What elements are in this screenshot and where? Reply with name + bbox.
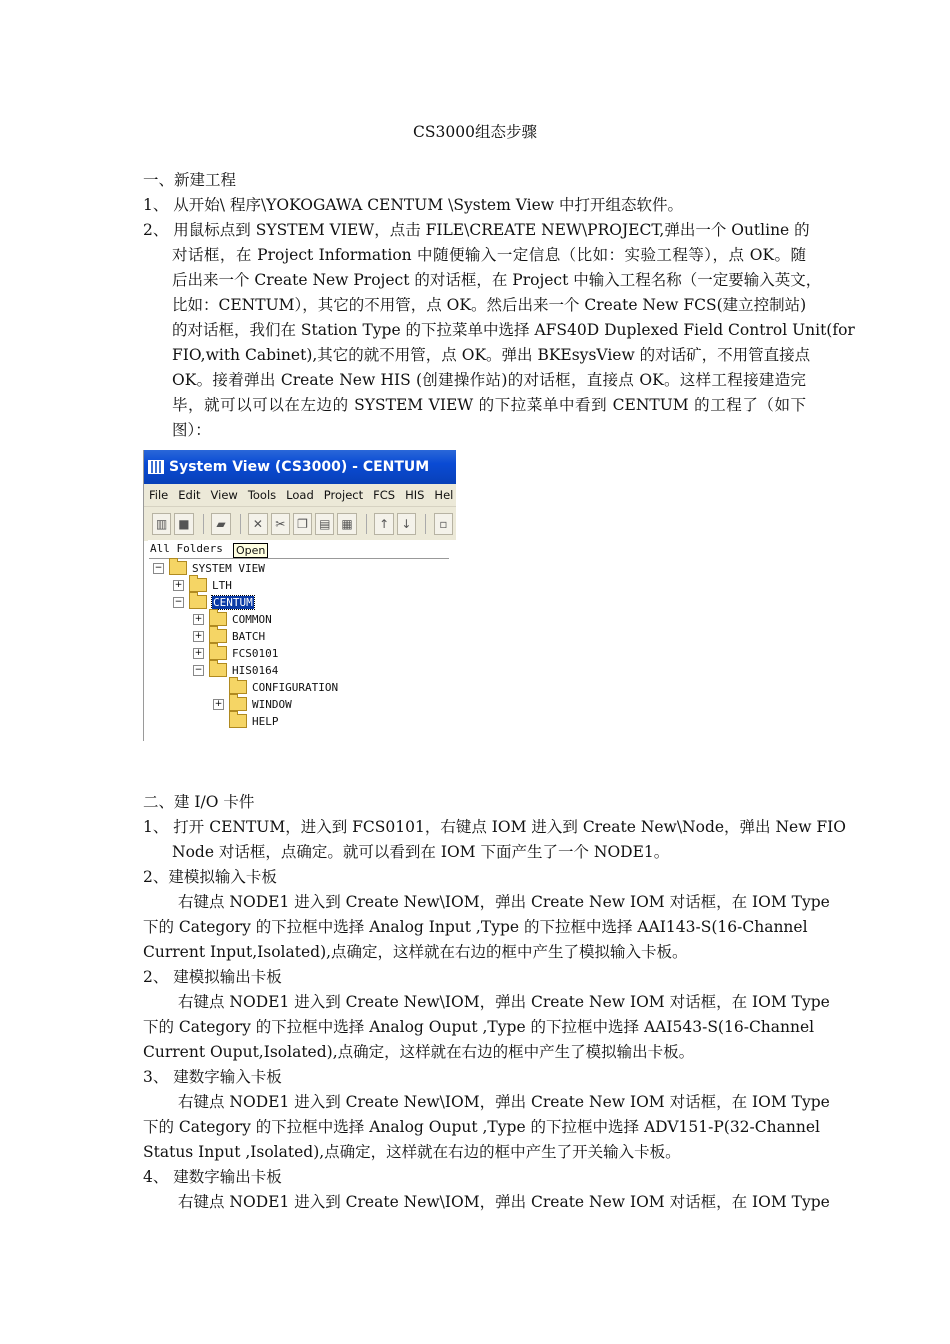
properties-icon[interactable]: ▫: [434, 513, 453, 535]
menu-help[interactable]: Hel: [434, 488, 454, 502]
collapse-icon[interactable]: −: [174, 596, 183, 607]
copy-icon[interactable]: ❐: [293, 513, 312, 535]
section2-item3-line: 下的 Category 的下拉框中选择 Analog Ouput ,Type 的下拉框中选择 AAI543-S(16-Channel: [143, 1018, 815, 1036]
section2-item3-line: Current Ouput,Isolated),点确定，这样就在右边的框中产生了模拟输出卡板。: [143, 1043, 695, 1061]
expand-icon[interactable]: +: [214, 698, 223, 709]
section2-item2-line: 下的 Category 的下拉框中选择 Analog Input ,Type 的下拉框中选择 AAI143-S(16-Channel: [143, 918, 808, 936]
section1-item2-line: 图）：: [172, 421, 211, 439]
section1-item2-line: 毕，就可以可以在左边的 SYSTEM VIEW 的下拉菜单中看到 CENTUM 的工程了（如下: [172, 396, 806, 414]
expand-icon[interactable]: +: [194, 613, 203, 624]
toolbar-button-1[interactable]: ▥: [152, 513, 171, 535]
menu-load[interactable]: Load: [286, 488, 314, 502]
section1-item2-line: 的对话框，我们在 Station Type 的下拉菜单中选择 AFS40D Duplexed Field Control Unit(for: [172, 321, 855, 339]
menu-fcs[interactable]: FCS: [373, 488, 396, 502]
app-icon: [148, 460, 164, 474]
section2-item4-line: Status Input ,Isolated),点确定，这样就在右边的框中产生了开关输入卡板。: [143, 1143, 681, 1161]
window-title: System View (CS3000) - CENTUM: [169, 459, 430, 475]
section2-item4-line: 右键点 NODE1 进入到 Create New\IOM，弹出 Create New IOM 对话框，在 IOM Type: [178, 1093, 830, 1111]
section1-item2-line: 2、 用鼠标点到 SYSTEM VIEW，点击 FILE\CREATE NEW\PROJECT,弹出一个 Outline 的: [143, 221, 810, 239]
document-title: CS3000组态步骤: [413, 123, 537, 141]
section1-item1: 1、 从开始\ 程序\YOKOGAWA CENTUM \System View 中打开组态软件。: [143, 196, 683, 214]
tree-node-fcs0101[interactable]: + FCS0101: [194, 646, 279, 660]
menu-view[interactable]: View: [210, 488, 238, 502]
section2-heading: 二、建 I/O 卡件: [143, 793, 255, 811]
folder-icon: [229, 714, 247, 728]
expand-icon[interactable]: +: [194, 630, 203, 641]
folder-icon: [209, 612, 227, 626]
section2-item2-line: 右键点 NODE1 进入到 Create New\IOM，弹出 Create New IOM 对话框，在 IOM Type: [178, 893, 830, 911]
tree-node-centum[interactable]: − CENTUM: [174, 595, 253, 609]
folder-icon: [209, 646, 227, 660]
menu-file[interactable]: File: [149, 488, 169, 502]
folder-icon: [189, 578, 207, 592]
paste-icon[interactable]: ▤: [315, 513, 334, 535]
section2-item4-heading: 3、 建数字输入卡板: [143, 1068, 282, 1086]
expand-icon[interactable]: +: [194, 647, 203, 658]
arrow-up-icon[interactable]: ↑: [374, 513, 393, 535]
section2-item3-heading: 2、 建模拟输出卡板: [143, 968, 282, 986]
open-tooltip: Open: [233, 543, 268, 558]
cut-icon[interactable]: ✂: [271, 513, 290, 535]
toolbar: [144, 506, 456, 541]
collapse-icon[interactable]: −: [154, 562, 163, 573]
section2-item5-line: 右键点 NODE1 进入到 Create New\IOM，弹出 Create New IOM 对话框，在 IOM Type: [178, 1193, 830, 1211]
folder-icon: [209, 629, 227, 643]
open-folder-icon[interactable]: ▰: [211, 513, 230, 535]
tree-node-lth[interactable]: + LTH: [174, 578, 232, 592]
section2-item3-line: 右键点 NODE1 进入到 Create New\IOM，弹出 Create New IOM 对话框，在 IOM Type: [178, 993, 830, 1011]
paste-special-icon[interactable]: ▦: [337, 513, 356, 535]
folder-icon: [169, 561, 187, 575]
menu-tools[interactable]: Tools: [247, 488, 277, 502]
delete-icon[interactable]: ✕: [248, 513, 267, 535]
section2-item4-line: 下的 Category 的下拉框中选择 Analog Ouput ,Type 的下拉框中选择 ADV151-P(32-Channel: [143, 1118, 820, 1136]
section2-item5-heading: 4、 建数字输出卡板: [143, 1168, 282, 1186]
folder-tree: [148, 540, 456, 741]
folder-icon: [229, 697, 247, 711]
section1-item2-line: 对话框，在 Project Information 中随便输入一定信息（比如：实验工程等），点 OK。随: [172, 246, 806, 264]
tree-node-help[interactable]: HELP: [213, 713, 279, 729]
menu-project[interactable]: Project: [323, 488, 364, 502]
collapse-icon[interactable]: −: [194, 664, 203, 675]
tree-node-configuration[interactable]: CONFIGURATION: [213, 679, 338, 695]
tree-header: [149, 540, 449, 559]
menu-bar: [144, 484, 456, 506]
folder-icon: [229, 680, 247, 694]
system-view-screenshot: [143, 450, 456, 741]
tree-node-common[interactable]: + COMMON: [194, 612, 272, 626]
section1-item2-line: 后出来一个 Create New Project 的对话框，在 Project 中输入工程名称（一定要输入英文，: [172, 271, 822, 289]
tree-node-batch[interactable]: + BATCH: [194, 629, 266, 643]
tree-node-his0164[interactable]: − HIS0164: [194, 663, 279, 677]
section2-item2-line: Current Input,Isolated),点确定，这样就在右边的框中产生了模拟输入卡板。: [143, 943, 688, 961]
section1-item2-line: 比如：CENTUM），其它的不用管，点 OK。然后出来一个 Create New FCS(建立控制站): [172, 296, 807, 314]
tree-node-system-view[interactable]: − SYSTEM VIEW: [154, 561, 265, 575]
section2-item1-line: 1、 打开 CENTUM，进入到 FCS0101，右键点 IOM 进入到 Create New\Node，弹出 New FIO: [143, 818, 846, 836]
section2-item2-heading: 2、建模拟输入卡板: [143, 868, 277, 886]
folder-open-icon: [189, 595, 207, 609]
section1-item2-line: FIO,with Cabinet),其它的就不用管，点 OK。弹出 BKEsysView 的对话矿，不用管直接点: [172, 346, 811, 364]
tree-header-label: All Folders: [150, 542, 223, 555]
window-titlebar: [144, 450, 456, 484]
menu-his[interactable]: HIS: [405, 488, 425, 502]
section1-item2-line: OK。接着弹出 Create New HIS (创建操作站)的对话框，直接点 OK。这样工程接建造完: [172, 371, 806, 389]
menu-edit[interactable]: Edit: [178, 488, 201, 502]
section2-item1-line: Node 对话框，点确定。就可以看到在 IOM 下面产生了一个 NODE1。: [172, 843, 670, 861]
tree-node-window[interactable]: + WINDOW: [214, 697, 292, 711]
folder-open-icon: [209, 663, 227, 677]
section1-heading: 一、新建工程: [143, 171, 237, 189]
arrow-down-icon[interactable]: ↓: [397, 513, 416, 535]
toolbar-button-2[interactable]: ■: [174, 513, 193, 535]
expand-icon[interactable]: +: [174, 579, 183, 590]
